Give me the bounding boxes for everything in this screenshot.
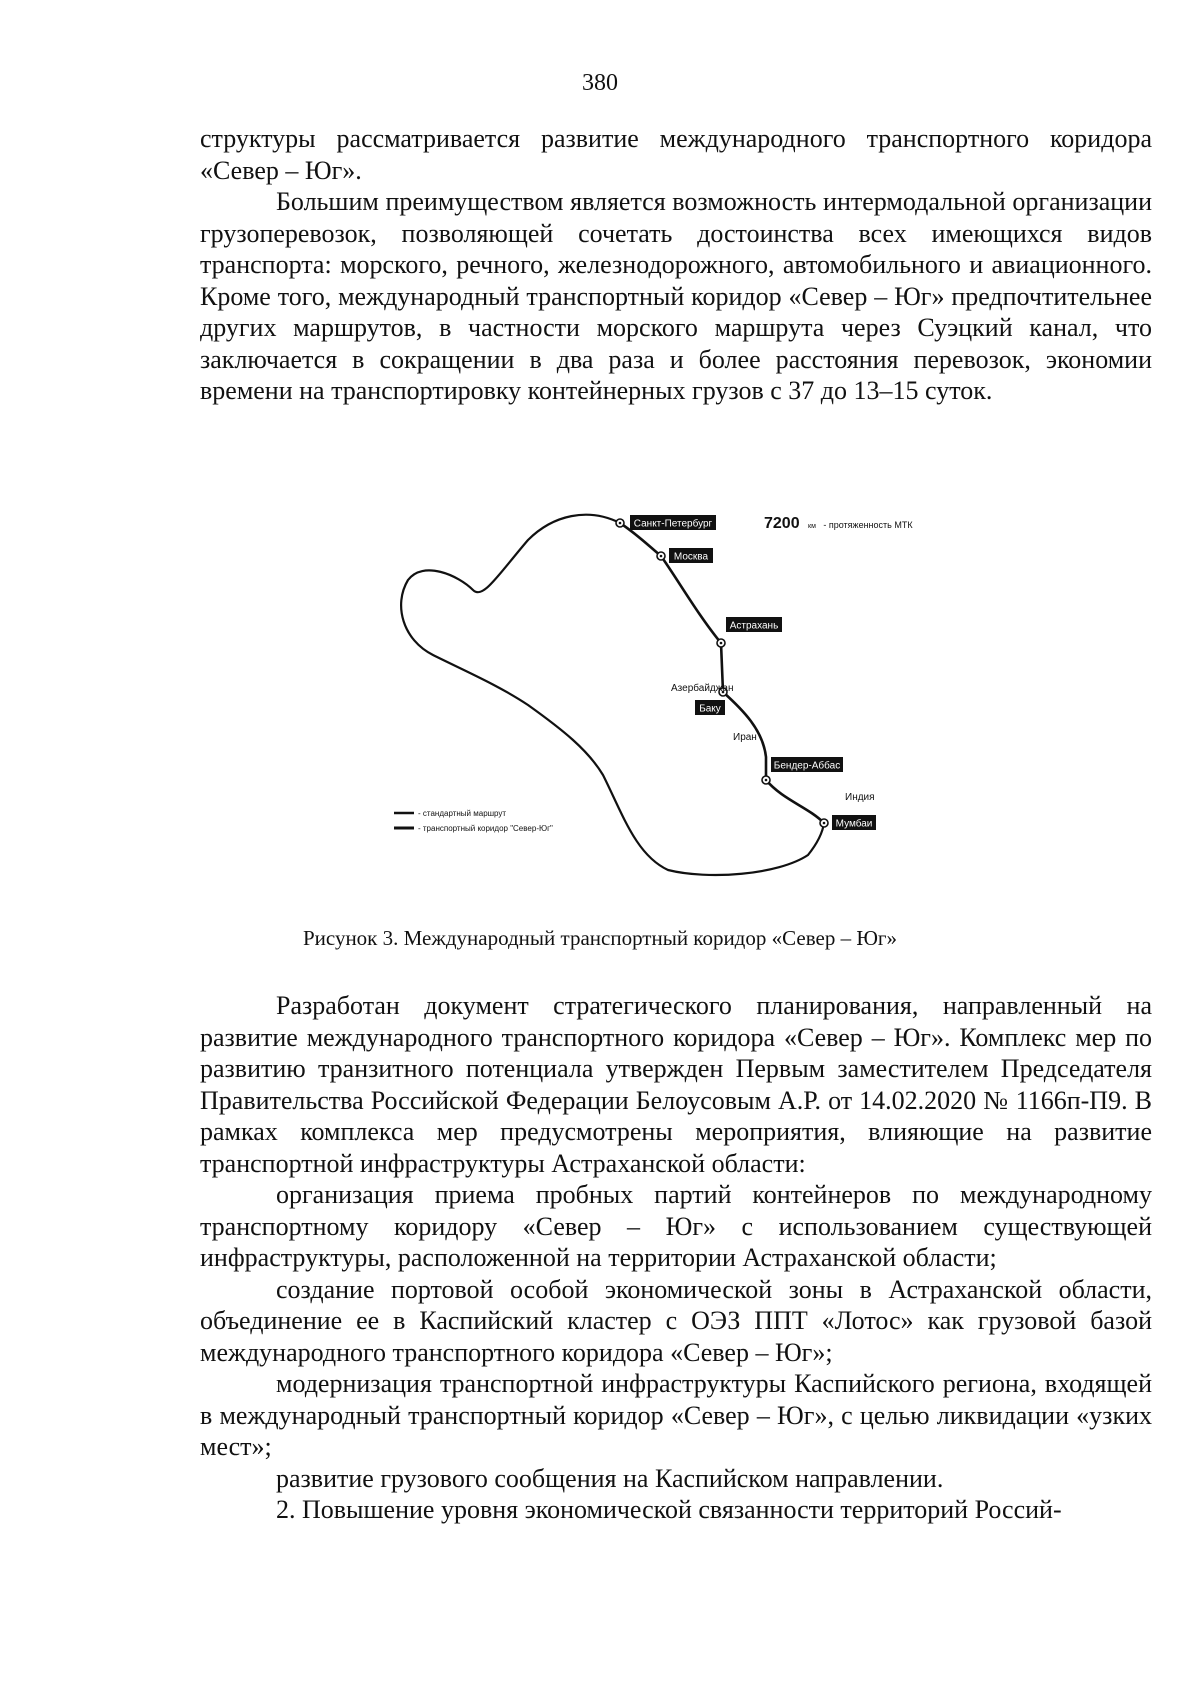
standard-route-line	[401, 515, 824, 875]
legend-corridor-label: - транспортный коридор "Север-Юг"	[418, 824, 553, 833]
spb-label	[630, 515, 716, 530]
corridor-map-figure	[388, 495, 948, 900]
list-item: организация приема пробных партий контейнеров по международному транспортному коридору «Север – Юг» с использованием существующей инфраструктуры, расположенной на территории Астраханской области;	[200, 1180, 1152, 1272]
legend-standard-label: - стандартный маршрут	[418, 809, 507, 818]
svg-text:Бендер-Аббас: Бендер-Аббас	[773, 760, 841, 772]
page-number: 380	[582, 70, 618, 96]
iran-label: Иран	[733, 732, 757, 743]
figure-caption: Рисунок 3. Международный транспортный коридор «Север – Юг»	[302, 926, 898, 950]
paragraph: Разработан документ стратегического планирования, направленный на развитие международного транспортного коридора «Север – Юг». Комплекс мер по развитию транзитного потенциала утвержден Первым заместителем Председателя Правительства Российской Федерации Белоусовым А.Р. от 14.02.2020 № 1166п-П9. В рамках комплекса мер предусмотрены мероприятия, влияющие на развитие транспортной инфраструктуры Астраханской области:	[200, 991, 1152, 1178]
bandar-abbas-marker	[762, 776, 770, 784]
bottom-text-block	[200, 990, 1152, 1526]
bandar-abbas-label	[771, 757, 843, 772]
length-annotation: 7200 км - протяженность МТК	[764, 515, 913, 532]
mumbai-label	[832, 815, 876, 830]
svg-text:Санкт-Петербург: Санкт-Петербург	[633, 518, 713, 530]
paragraph: Большим преимуществом является возможность интермодальной организации грузоперевозок, позволяющей сочетать достоинства всех имеющихся видов транспорта: морского, речного, железнодорожного, автомобильного и авиационного. Кроме того, международный транспортный коридор «Север – Юг» предпочтительнее других маршрутов, в частности морского маршрута через Суэцкий канал, что заключается в сокращении в два раза и более расстояния перевозок, экономии времени на транспортировку контейнерных грузов с 37 до 13–15 суток.	[200, 187, 1152, 405]
list-item: создание портовой особой экономической зоны в Астраханской области, объединение ее в Каспийский кластер с ОЭЗ ППТ «Лотос» как грузовой базой международного транспортного коридора «Север – Юг»;	[200, 1274, 1152, 1367]
azerbaijan-label: Азербайджан	[671, 683, 734, 694]
svg-text:Москва: Москва	[673, 551, 709, 563]
astrakhan-marker	[717, 639, 725, 647]
mumbai-marker	[820, 819, 828, 827]
list-item: модернизация транспортной инфраструктуры Каспийского региона, входящей в международный транспортный коридор «Север – Юг», с целью ликвидации «узких мест»;	[200, 1369, 1152, 1461]
svg-text:Астрахань: Астрахань	[729, 620, 779, 632]
moscow-marker	[657, 552, 665, 560]
top-text-block	[200, 123, 1152, 407]
moscow-label	[669, 548, 713, 563]
india-label: Индия	[845, 792, 875, 803]
corridor-map	[388, 495, 948, 900]
paragraph: 2. Повышение уровня экономической связанности территорий Россий-	[276, 1495, 1062, 1524]
astrakhan-label	[726, 617, 782, 632]
corridor-route-line	[620, 523, 824, 823]
spb-marker	[616, 519, 624, 527]
list-item: развитие грузового сообщения на Каспийском направлении.	[276, 1463, 944, 1493]
svg-text:Мумбаи: Мумбаи	[835, 818, 873, 830]
baku-label	[695, 700, 725, 715]
paragraph: структуры рассматривается развитие международного транспортного коридора «Север – Юг».	[200, 124, 1152, 185]
legend	[394, 809, 553, 833]
svg-text:Баку: Баку	[699, 703, 721, 715]
